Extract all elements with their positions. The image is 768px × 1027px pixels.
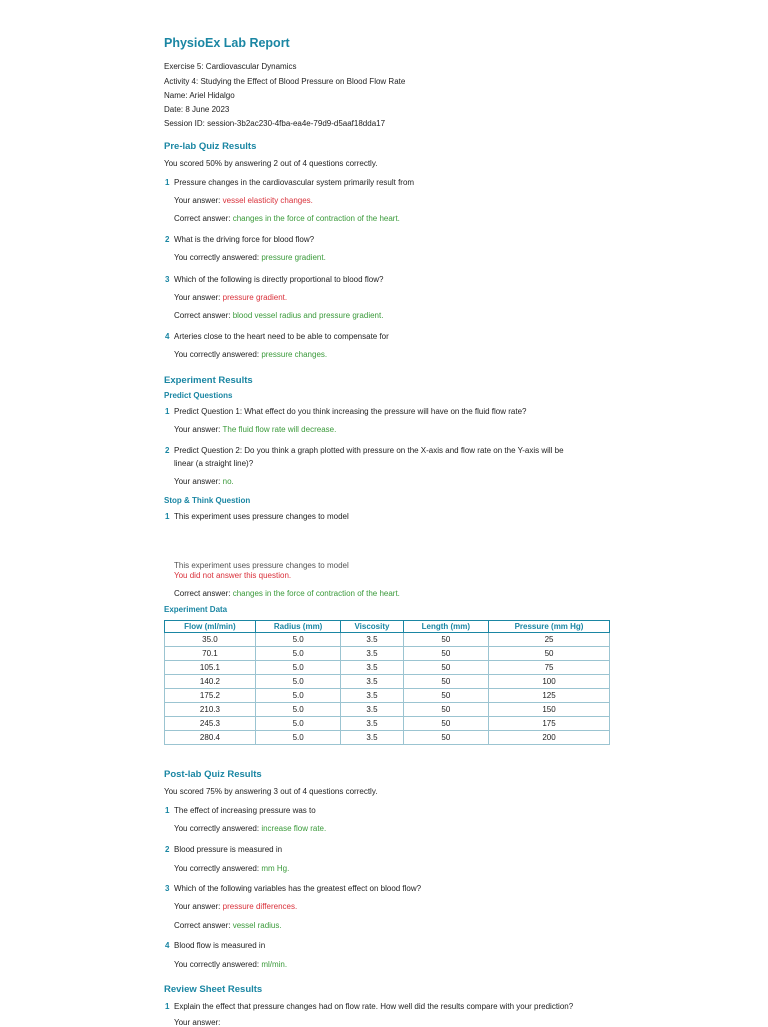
table-cell: 105.1	[165, 661, 256, 675]
experiment-heading: Experiment Results	[164, 375, 253, 386]
question-number: 1	[165, 806, 170, 815]
answered-line	[174, 864, 289, 873]
answer-label: Correct answer:	[174, 921, 233, 930]
table-cell: 100	[489, 675, 610, 689]
review-answer-fragment	[174, 1018, 374, 1027]
column-header: Flow (ml/min)	[165, 621, 256, 633]
answered-line	[174, 824, 326, 833]
table-cell: 35.0	[165, 633, 256, 647]
table-row	[165, 731, 610, 745]
table-cell: 50	[403, 661, 488, 675]
page-break-top-fragment	[160, 512, 460, 521]
question-text: Predict Question 2: Do you think a graph plotted with pressure on the X-axis and flow rate on the Y-axis will be	[174, 446, 564, 455]
table-row	[165, 647, 610, 661]
table-cell: 175	[489, 717, 610, 731]
table-cell: 150	[489, 703, 610, 717]
correct-answer: mm Hg.	[261, 864, 290, 873]
answer-label: You correctly answered:	[174, 960, 262, 969]
correct-answer: blood vessel radius and pressure gradient.	[232, 311, 384, 320]
correct-answer: ml/min.	[261, 960, 288, 969]
question-number: 2	[165, 235, 170, 244]
table-row	[165, 689, 610, 703]
table-cell: 50	[403, 731, 488, 745]
postlab-score: You scored 75% by answering 3 out of 4 questions correctly.	[164, 787, 378, 796]
table-cell: 3.5	[341, 633, 403, 647]
question-number: 1	[165, 512, 170, 521]
table-cell: 50	[403, 633, 488, 647]
question-number: 2	[165, 845, 170, 854]
table-cell: 3.5	[341, 731, 403, 745]
question-text: Arteries close to the heart need to be able to compensate for	[174, 332, 389, 341]
table-cell: 50	[403, 675, 488, 689]
correct-answer-line	[174, 214, 400, 223]
table-cell: 3.5	[341, 717, 403, 731]
question-text: Which of the following is directly proportional to blood flow?	[174, 275, 384, 284]
column-header: Length (mm)	[403, 621, 488, 633]
answered-line	[174, 253, 326, 262]
correct-answer-line	[174, 921, 282, 930]
table-cell: 175.2	[165, 689, 256, 703]
experiment-data-heading: Experiment Data	[164, 605, 228, 614]
question-text: Blood pressure is measured in	[174, 845, 283, 854]
table-cell: 25	[489, 633, 610, 647]
answer-label: You correctly answered:	[174, 824, 262, 833]
prelab-heading: Pre-lab Quiz Results	[164, 141, 257, 152]
table-cell: 50	[403, 689, 488, 703]
question-number: 4	[165, 332, 170, 341]
table-cell: 50	[403, 647, 488, 661]
table-row	[165, 717, 610, 731]
answer-label: Your answer:	[174, 293, 223, 302]
table-cell: 5.0	[255, 689, 341, 703]
your-answer-line	[174, 477, 234, 486]
page-title: PhysioEx Lab Report	[164, 36, 290, 50]
table-cell: 125	[489, 689, 610, 703]
exercise-line: Exercise 5: Cardiovascular Dynamics	[164, 62, 297, 71]
table-cell: 5.0	[255, 675, 341, 689]
name-line: Name: Ariel Hidalgo	[164, 91, 235, 100]
question-text: This experiment uses pressure changes to model	[174, 512, 349, 521]
no-answer-text: You did not answer this question.	[174, 571, 292, 580]
given-answer: no.	[222, 477, 234, 486]
table-cell: 3.5	[341, 675, 403, 689]
table-cell: 5.0	[255, 717, 341, 731]
table-cell: 5.0	[255, 703, 341, 717]
answer-label: Your answer:	[174, 902, 223, 911]
answer-label: You correctly answered:	[174, 864, 262, 873]
answer-label: Your answer:	[174, 477, 223, 486]
table-cell: 5.0	[255, 647, 341, 661]
table-header-row	[165, 621, 610, 633]
answer-label: Correct answer:	[174, 311, 233, 320]
answer-label: Correct answer:	[174, 214, 233, 223]
question-text: What is the driving force for blood flow?	[174, 235, 315, 244]
review-heading: Review Sheet Results	[164, 984, 263, 995]
answered-line	[174, 350, 327, 359]
question-number: 4	[165, 941, 170, 950]
question-number: 1	[165, 178, 170, 187]
correct-answer: increase flow rate.	[261, 824, 327, 833]
table-cell: 50	[403, 717, 488, 731]
question-text: Explain the effect that pressure changes had on flow rate. How well did the results compare with your prediction?	[174, 1002, 574, 1011]
stop-think-heading: Stop & Think Question	[164, 496, 251, 505]
table-cell: 70.1	[165, 647, 256, 661]
table-cell: 75	[489, 661, 610, 675]
your-answer-line	[174, 293, 287, 302]
column-header: Viscosity	[341, 621, 403, 633]
question-text: The effect of increasing pressure was to	[174, 806, 316, 815]
answer-label: Your answer:	[174, 425, 223, 434]
table-row	[165, 675, 610, 689]
correct-answer: pressure gradient.	[261, 253, 326, 262]
date-line: Date: 8 June 2023	[164, 105, 230, 114]
your-answer-line	[174, 902, 297, 911]
question-text: This experiment uses pressure changes to model	[174, 561, 349, 570]
question-number: 1	[165, 407, 170, 416]
wrong-answer: vessel elasticity changes.	[222, 196, 313, 205]
question-number: 1	[165, 1002, 170, 1011]
correct-answer: vessel radius.	[232, 921, 282, 930]
correct-answer: changes in the force of contraction of the heart.	[232, 214, 400, 223]
answer-label: You correctly answered:	[174, 350, 262, 359]
answer-label: You correctly answered:	[174, 253, 262, 262]
question-number: 3	[165, 275, 170, 284]
table-row	[165, 633, 610, 647]
table-cell: 5.0	[255, 731, 341, 745]
experiment-data-table	[164, 620, 610, 745]
session-line: Session ID: session-3b2ac230-4fba-ea4e-79d9-d5aaf18dda17	[164, 119, 386, 128]
table-cell: 50	[403, 703, 488, 717]
table-cell: 5.0	[255, 633, 341, 647]
question-text-continued: linear (a straight line)?	[174, 459, 254, 468]
prelab-score: You scored 50% by answering 2 out of 4 questions correctly.	[164, 159, 378, 168]
question-text: Pressure changes in the cardiovascular system primarily result from	[174, 178, 415, 187]
table-cell: 5.0	[255, 661, 341, 675]
table-cell: 3.5	[341, 689, 403, 703]
wrong-answer: pressure differences.	[222, 902, 298, 911]
correct-answer: pressure changes.	[261, 350, 328, 359]
correct-answer-line	[174, 311, 383, 320]
table-cell: 140.2	[165, 675, 256, 689]
answered-line	[174, 960, 287, 969]
question-text: Blood flow is measured in	[174, 941, 266, 950]
postlab-heading: Post-lab Quiz Results	[164, 769, 262, 780]
column-header: Pressure (mm Hg)	[489, 621, 610, 633]
your-answer-line	[174, 425, 336, 434]
given-answer: The fluid flow rate will decrease.	[222, 425, 337, 434]
question-number: 2	[165, 446, 170, 455]
column-header: Radius (mm)	[255, 621, 341, 633]
predict-heading: Predict Questions	[164, 391, 233, 400]
correct-answer-line	[174, 589, 400, 598]
table-cell: 200	[489, 731, 610, 745]
answer-label: Your answer:	[174, 196, 223, 205]
table-cell: 245.3	[165, 717, 256, 731]
question-number: 3	[165, 884, 170, 893]
table-cell: 210.3	[165, 703, 256, 717]
table-cell: 3.5	[341, 647, 403, 661]
table-cell: 50	[489, 647, 610, 661]
answer-label: Your answer:	[174, 1018, 221, 1027]
your-answer-line	[174, 196, 313, 205]
question-text: Predict Question 1: What effect do you think increasing the pressure will have on the fluid flow rate?	[174, 407, 527, 416]
correct-answer: changes in the force of contraction of the heart.	[232, 589, 400, 598]
table-row	[165, 703, 610, 717]
table-cell: 3.5	[341, 703, 403, 717]
table-row	[165, 661, 610, 675]
activity-line: Activity 4: Studying the Effect of Blood Pressure on Blood Flow Rate	[164, 77, 406, 86]
answer-label: Correct answer:	[174, 589, 233, 598]
wrong-answer: pressure gradient.	[222, 293, 288, 302]
table-cell: 3.5	[341, 661, 403, 675]
table-cell: 280.4	[165, 731, 256, 745]
question-text: Which of the following variables has the greatest effect on blood flow?	[174, 884, 422, 893]
